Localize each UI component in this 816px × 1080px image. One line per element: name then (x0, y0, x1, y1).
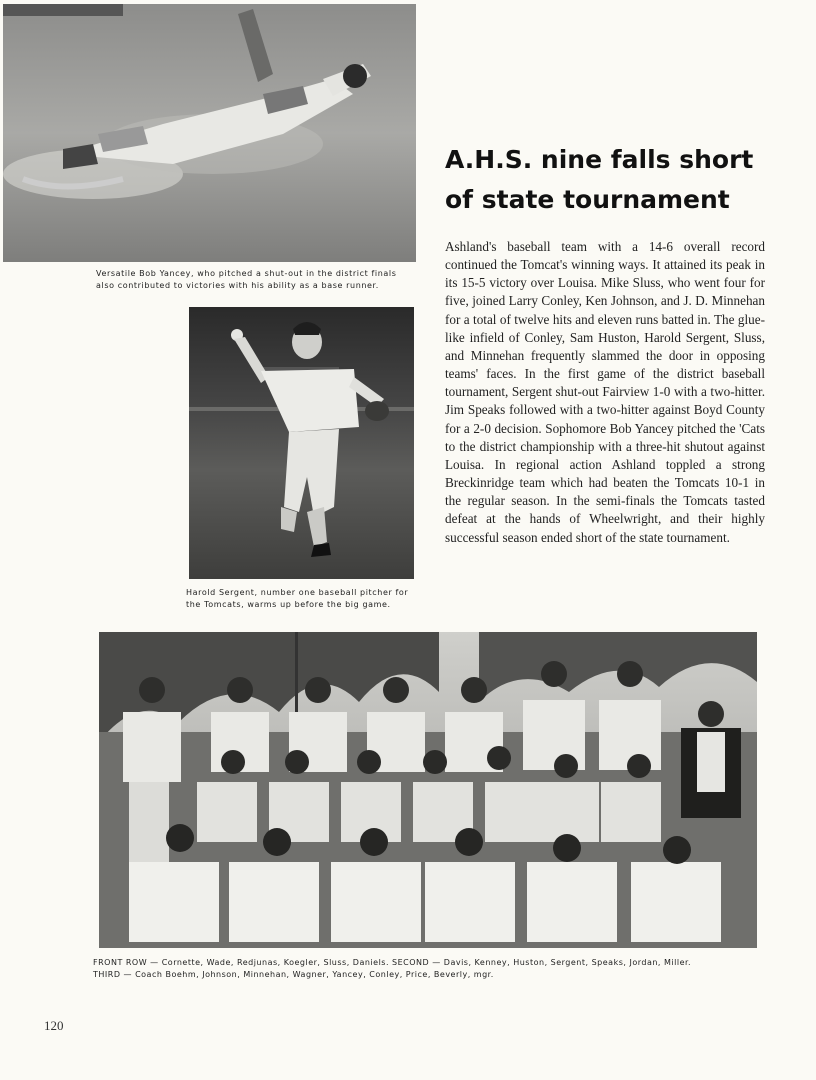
headline-line-2: of state tournament (445, 185, 730, 214)
caption-pitcher: Harold Sergent, number one baseball pitcher for the Tomcats, warms up before the big game. (186, 588, 409, 609)
headline-line-1: A.H.S. nine falls short (445, 145, 754, 174)
photo-pitcher (189, 307, 414, 579)
article-headline (445, 140, 785, 220)
roster-line-2: THIRD — Coach Boehm, Johnson, Minnehan, Wagner, Yancey, Conley, Price, Beverly, mgr. (93, 970, 494, 979)
photo-sliding-player (3, 4, 416, 262)
photo-team (99, 632, 757, 948)
team-roster-caption (93, 957, 783, 981)
caption-sliding-player: Versatile Bob Yancey, who pitched a shut-out in the district finals also contributed to victories with his ability as a base runner. (96, 269, 397, 290)
page-number: 120 (44, 1018, 64, 1033)
article-body: Ashland's baseball team with a 14-6 overall record continued the Tomcat's winning ways. It attained its peak in its 15-5 victory over Louisa. Mike Sluss, who went four for five, joined Larry Conley, Ken Johnson, and J. D. Minnehan for a total of twelve hits and eleven runs batted in. The glue-like infield of Conley, Sam Huston, Harold Sergent, Sluss, and Minnehan frequently slammed the door in opposing teams' faces. In the first game of the district baseball tournament, Sergent shut-out Fairview 1-0 with a two-hitter. Jim Speaks followed with a two-hitter against Boyd County for a 2-0 decision. Sophomore Bob Yancey pitched the 'Cats to the district championship with a three-hit shutout against Louisa. In regional action Ashland toppled a strong Breckinridge team which had beaten the Tomcats 10-1 in the regular season. In the semi-finals the Tomcats tasted defeat at the hands of Wheelwright, and their highly successful season ended short of the state tournament. (445, 239, 765, 545)
roster-line-1: FRONT ROW — Cornette, Wade, Redjunas, Koegler, Sluss, Daniels. SECOND — Davis, Kenney, Huston, Sergent, Speaks, Jordan, Miller. (93, 958, 692, 967)
